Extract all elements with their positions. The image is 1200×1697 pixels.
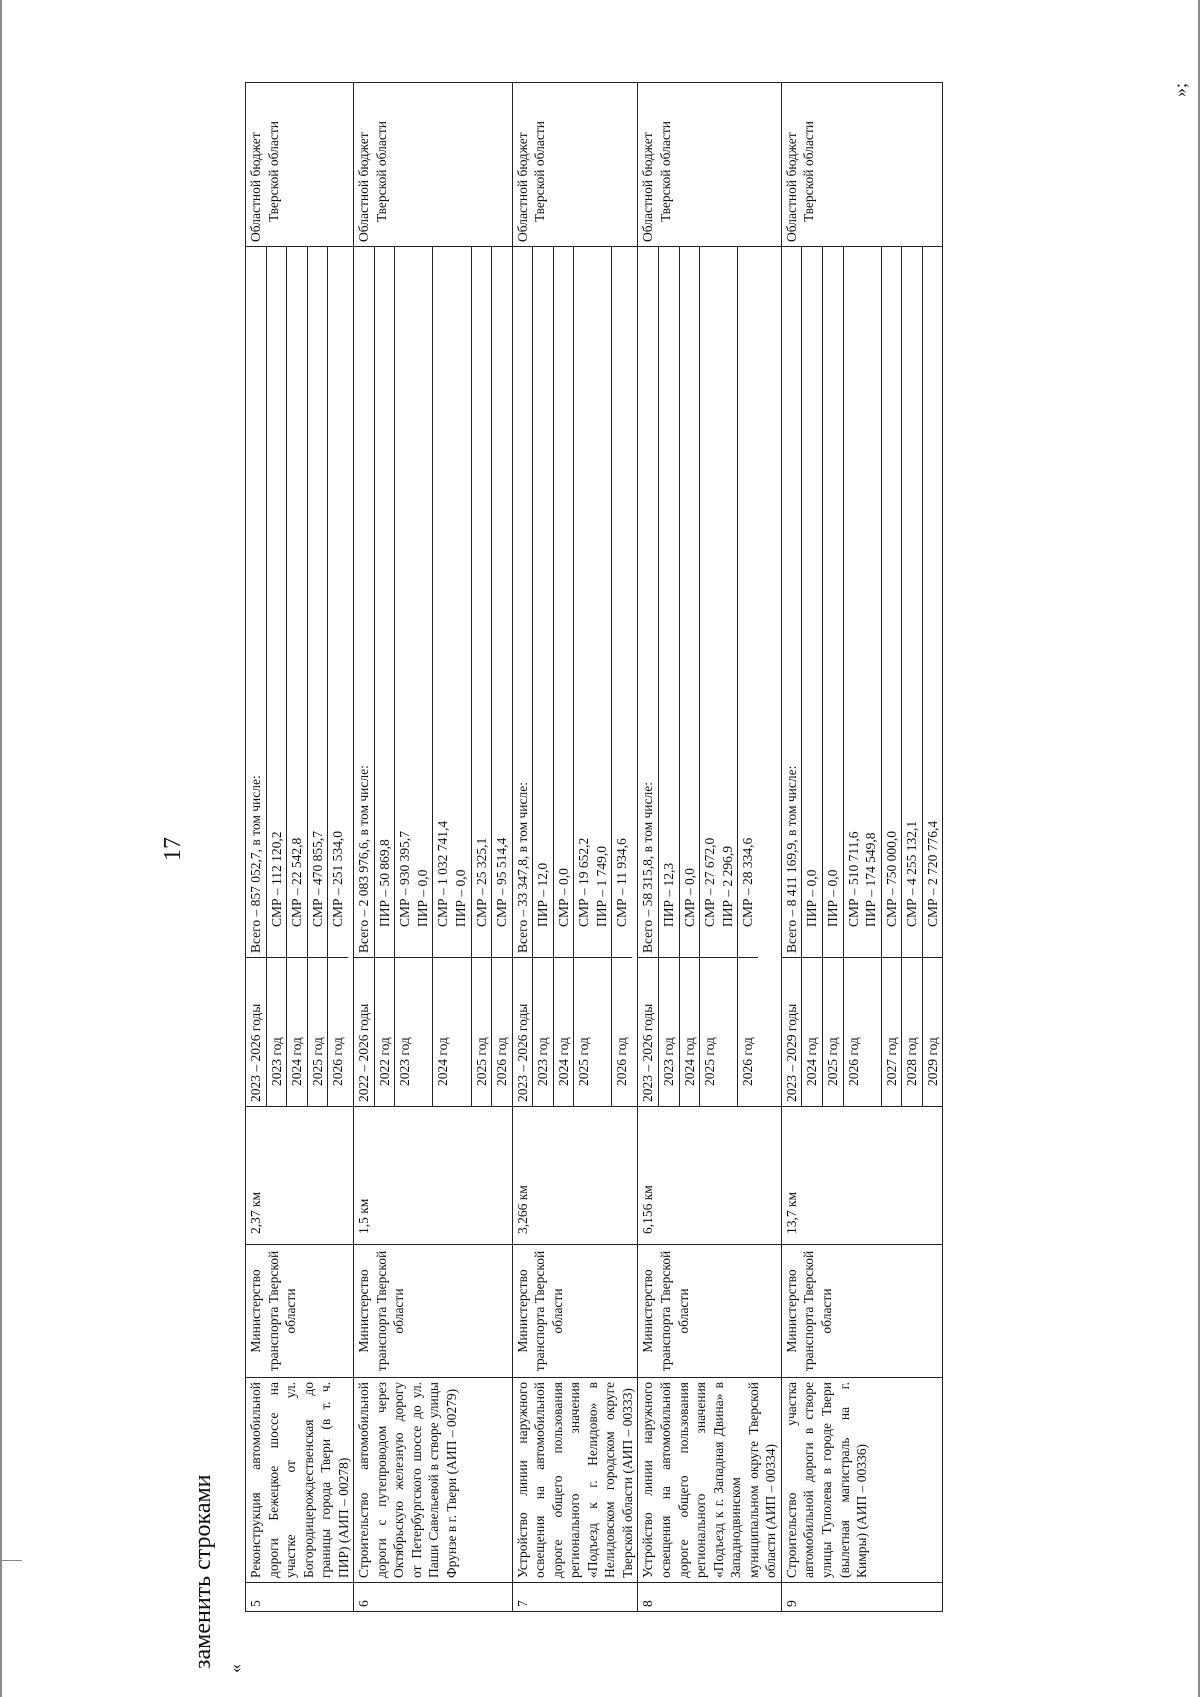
period-year: 2026 год xyxy=(328,958,348,1107)
period-amount: СМР – 22 542,8 xyxy=(287,247,308,958)
period-year: 2026 год xyxy=(738,958,758,1107)
period-amount: Всего – 8 411 169,9, в том числе: xyxy=(783,765,799,953)
period-year: 2024 год xyxy=(287,958,308,1107)
period-row xyxy=(612,247,632,1106)
object-name: Строительство участка автомобильной дороги в створе улицы Туполева в городе Твери (вылетная магистраль на г. Кимры) (АИП – 00336) xyxy=(781,1378,942,1583)
period-amount: СМР – 4 255 132,1 xyxy=(902,247,923,958)
period-year: 2028 год xyxy=(902,958,923,1107)
closing-quote: »; xyxy=(1170,82,1190,97)
period-row xyxy=(574,247,612,1106)
page-number: 17 xyxy=(160,837,186,861)
period-amount: Всего – 33 347,8, в том числе: xyxy=(514,782,530,953)
period-amount: СМР – 28 334,6 xyxy=(738,247,758,958)
ministry-name: Министерство транспорта Тверской области xyxy=(781,1245,942,1378)
row-number: 6 xyxy=(354,1583,512,1612)
period-amount: СМР – 25 325,1 xyxy=(471,247,492,958)
funding-periods xyxy=(246,247,354,1107)
period-year: 2025 год xyxy=(574,958,612,1107)
period-amount: СМР – 95 514,4 xyxy=(492,247,512,958)
period-amount: ПИР – 0,0 xyxy=(802,247,823,958)
period-amount: СМР – 470 855,7 xyxy=(307,247,328,958)
period-amount: ПИР – 0,0 xyxy=(822,247,843,958)
periods-table xyxy=(354,247,511,1106)
period-row xyxy=(471,247,492,1106)
period-row xyxy=(433,247,471,1106)
period-amount: СМР – 1 032 741,4 ПИР – 0,0 xyxy=(433,247,471,958)
funding-periods xyxy=(354,247,512,1107)
period-year: 2024 год xyxy=(433,958,471,1107)
period-amount: Всего – 58 315,8, в том числе: xyxy=(640,782,656,953)
row-number: 9 xyxy=(781,1583,942,1612)
object-length: 13,7 км xyxy=(781,1107,942,1245)
period-year: 2025 год xyxy=(700,958,738,1107)
period-row xyxy=(287,247,308,1106)
period-year: 2025 год xyxy=(822,958,843,1107)
period-row xyxy=(902,247,923,1106)
object-length: 1,5 км xyxy=(354,1107,512,1245)
funding-source-line1: Областной бюджет xyxy=(514,132,530,242)
periods-table xyxy=(638,247,757,1106)
replace-caption: заменить строками xyxy=(190,1474,216,1669)
period-year: 2026 год xyxy=(612,958,632,1107)
period-amount: СМР – 510 711,6 ПИР – 174 549,8 xyxy=(843,247,881,958)
funding-source xyxy=(512,83,638,247)
period-row xyxy=(822,247,843,1106)
object-name: Устройство линии наружного освещения на автомобильной дороге общего пользования регионального значения «Подъезд к г. Нелидово» в Нелидовском городском округе Тверской области (АИП – 00333) xyxy=(512,1378,638,1583)
period-row xyxy=(843,247,881,1106)
object-name: Устройство линии наружного освещения на автомобильной дороге общего пользования регионального значения «Подъезд к г. Западная Двина» в Западнодвинском муниципальном округе Тверской области (АИП – 00334) xyxy=(638,1378,781,1583)
object-length: 6,156 км xyxy=(638,1107,781,1245)
ministry-name: Министерство транспорта Тверской области xyxy=(512,1245,638,1378)
period-year: 2023 – 2026 годы xyxy=(513,958,533,1107)
period-year: 2023 – 2029 годы xyxy=(782,958,802,1107)
object-length: 3,266 км xyxy=(512,1107,638,1245)
period-row xyxy=(679,247,700,1106)
period-year: 2023 год xyxy=(659,958,680,1107)
period-row xyxy=(266,247,287,1106)
period-amount: ПИР – 12,3 xyxy=(659,247,680,958)
period-year: 2023 – 2026 годы xyxy=(246,958,266,1107)
object-name: Строительство автомобильной дороги с путепроводом через Октябрьскую железную дорогу от Петербургского шоссе до ул. Паши Савельевой в створе улицы Фрунзе в г. Твери (АИП – 00279) xyxy=(354,1378,512,1583)
period-row xyxy=(307,247,328,1106)
period-year: 2023 – 2026 годы xyxy=(638,958,658,1107)
period-amount: СМР – 11 934,6 xyxy=(612,247,632,958)
funding-source-line2: Тверской области xyxy=(532,121,548,222)
period-row xyxy=(782,247,802,1106)
periods-table xyxy=(246,247,348,1106)
period-year: 2026 год xyxy=(843,958,881,1107)
funding-periods xyxy=(781,247,942,1107)
period-amount: СМР – 930 395,7 ПИР – 0,0 xyxy=(395,247,433,958)
period-row xyxy=(533,247,554,1106)
period-year: 2024 год xyxy=(679,958,700,1107)
table-row xyxy=(781,83,942,1612)
row-number: 7 xyxy=(512,1583,638,1612)
opening-quote: « xyxy=(225,1664,245,1673)
period-year: 2022 год xyxy=(374,958,395,1107)
period-row xyxy=(354,247,374,1106)
object-length: 2,37 км xyxy=(246,1107,354,1245)
period-row xyxy=(881,247,902,1106)
budget-table xyxy=(245,82,943,1612)
period-amount: Всего – 857 052,7, в том числе: xyxy=(248,775,263,953)
funding-source-line2: Тверской области xyxy=(373,121,389,222)
funding-source xyxy=(638,83,781,247)
period-row xyxy=(700,247,738,1106)
table-row xyxy=(638,83,781,1612)
period-amount: ПИР – 50 869,8 xyxy=(374,247,395,958)
object-name: Реконструкция автомобильной дороги Бежецкое шоссе на участке от ул. Богородицерождественская до границы города Твери (в т. ч. ПИР) (АИП – 00278) xyxy=(246,1378,354,1583)
row-number: 8 xyxy=(638,1583,781,1612)
period-row xyxy=(638,247,658,1106)
funding-periods xyxy=(638,247,781,1107)
funding-source xyxy=(246,83,354,247)
period-amount: СМР – 0,0 xyxy=(679,247,700,958)
table-row xyxy=(354,83,512,1612)
funding-source-line1: Областной бюджет xyxy=(248,132,263,242)
period-year: 2024 год xyxy=(802,958,823,1107)
periods-table xyxy=(782,247,942,1106)
period-year: 2026 год xyxy=(492,958,512,1107)
period-row xyxy=(328,247,348,1106)
funding-source-line1: Областной бюджет xyxy=(356,132,372,242)
period-row xyxy=(802,247,823,1106)
period-year: 2025 год xyxy=(471,958,492,1107)
period-year: 2024 год xyxy=(553,958,574,1107)
period-row xyxy=(513,247,533,1106)
funding-source-line1: Областной бюджет xyxy=(783,132,799,242)
period-row xyxy=(738,247,758,1106)
ministry-name: Министерство транспорта Тверской области xyxy=(638,1245,781,1378)
funding-source xyxy=(781,83,942,247)
period-row xyxy=(246,247,266,1106)
period-amount: Всего – 2 083 976,6, в том числе: xyxy=(356,765,372,953)
period-amount: СМР – 2 720 776,4 xyxy=(922,247,942,958)
period-row xyxy=(492,247,512,1106)
period-amount: СМР – 750 000,0 xyxy=(881,247,902,958)
period-row xyxy=(395,247,433,1106)
periods-table xyxy=(513,247,632,1106)
ministry-name: Министерство транспорта Тверской области xyxy=(246,1245,354,1378)
row-number: 5 xyxy=(246,1583,354,1612)
funding-source-line2: Тверской области xyxy=(658,121,674,222)
period-year: 2023 год xyxy=(533,958,554,1107)
table-row xyxy=(512,83,638,1612)
period-year: 2027 год xyxy=(881,958,902,1107)
period-year: 2025 год xyxy=(307,958,328,1107)
period-amount: СМР – 19 652,2 ПИР – 1 749,0 xyxy=(574,247,612,958)
period-year: 2022 – 2026 годы xyxy=(354,958,374,1107)
funding-source xyxy=(354,83,512,247)
period-row xyxy=(659,247,680,1106)
period-year: 2023 год xyxy=(266,958,287,1107)
funding-source-line1: Областной бюджет xyxy=(640,132,656,242)
funding-source-line2: Тверской области xyxy=(265,121,281,222)
period-amount: СМР – 251 534,0 xyxy=(328,247,348,958)
period-amount: СМР – 112 120,2 xyxy=(266,247,287,958)
period-year: 2029 год xyxy=(922,958,942,1107)
period-row xyxy=(922,247,942,1106)
funding-periods xyxy=(512,247,638,1107)
period-amount: СМР – 27 672,0 ПИР – 2 296,9 xyxy=(700,247,738,958)
funding-source-line2: Тверской области xyxy=(801,121,817,222)
table-row xyxy=(246,83,354,1612)
period-amount: СМР – 0,0 xyxy=(553,247,574,958)
period-row xyxy=(553,247,574,1106)
period-year: 2023 год xyxy=(395,958,433,1107)
ministry-name: Министерство транспорта Тверской области xyxy=(354,1245,512,1378)
period-row xyxy=(374,247,395,1106)
period-amount: ПИР – 12,0 xyxy=(533,247,554,958)
